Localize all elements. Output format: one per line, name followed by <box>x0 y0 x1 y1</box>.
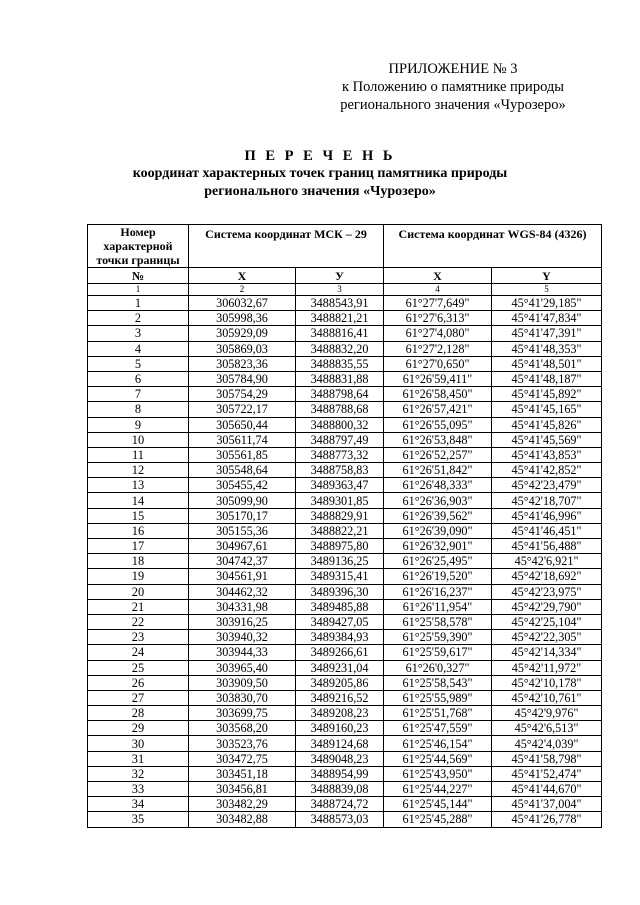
wgs-x-value: 61°25'45,288" <box>384 812 492 827</box>
msk-x-value: 303916,25 <box>189 614 296 629</box>
wgs-y-value: 45°42'29,790" <box>492 599 602 614</box>
table-row <box>88 463 602 478</box>
title-object: регионального значения «Чурозеро» <box>204 184 436 199</box>
wgs-y-value: 45°41'58,798" <box>492 751 602 766</box>
wgs-x-value: 61°27'0,650" <box>384 356 492 371</box>
wgs-y-value: 45°41'52,474" <box>492 766 602 781</box>
wgs-y-value: 45°42'25,104" <box>492 614 602 629</box>
point-number: 25 <box>88 660 189 675</box>
table-row <box>88 675 602 690</box>
msk-y-value: 3488831,88 <box>296 371 384 386</box>
table-row <box>88 508 602 523</box>
msk-y-value: 3489136,25 <box>296 554 384 569</box>
msk-y-value: 3489301,85 <box>296 493 384 508</box>
point-number: 12 <box>88 463 189 478</box>
msk-y-value: 3488821,21 <box>296 311 384 326</box>
wgs-y-value: 45°42'23,975" <box>492 584 602 599</box>
table-row <box>88 539 602 554</box>
msk-x-value: 305722,17 <box>189 402 296 417</box>
point-number: 3 <box>88 326 189 341</box>
msk-y-value: 3489427,05 <box>296 614 384 629</box>
wgs-x-value: 61°26'25,495" <box>384 554 492 569</box>
msk-x-value: 305455,42 <box>189 478 296 493</box>
msk-x-value: 305784,90 <box>189 371 296 386</box>
table-row <box>88 493 602 508</box>
msk-x-value: 304462,32 <box>189 584 296 599</box>
table-row <box>88 554 602 569</box>
table-row <box>88 341 602 356</box>
wgs-y-value: 45°41'45,892" <box>492 387 602 402</box>
wgs-x-value: 61°27'7,649" <box>384 296 492 311</box>
wgs-y-value: 45°41'44,670" <box>492 782 602 797</box>
table-row <box>88 356 602 371</box>
point-number: 24 <box>88 645 189 660</box>
wgs-y-value: 45°41'45,165" <box>492 402 602 417</box>
msk-x-value: 304331,98 <box>189 599 296 614</box>
wgs-x-value: 61°26'36,903" <box>384 493 492 508</box>
wgs-x-value: 61°26'52,257" <box>384 447 492 462</box>
point-number: 33 <box>88 782 189 797</box>
column-index: 5 <box>492 284 602 296</box>
msk-y-value: 3489363,47 <box>296 478 384 493</box>
msk-x-value: 303830,70 <box>189 690 296 705</box>
wgs-y-value: 45°41'42,852" <box>492 463 602 478</box>
table-row <box>88 387 602 402</box>
table-row <box>88 797 602 812</box>
msk-y-value: 3489160,23 <box>296 721 384 736</box>
table-row <box>88 751 602 766</box>
msk-y-value: 3488839,08 <box>296 782 384 797</box>
wgs-x-value: 61°26'57,421" <box>384 402 492 417</box>
wgs-y-value: 45°41'37,004" <box>492 797 602 812</box>
wgs-y-value: 45°41'47,834" <box>492 311 602 326</box>
wgs-x-value: 61°25'47,559" <box>384 721 492 736</box>
wgs-x-value: 61°27'6,313" <box>384 311 492 326</box>
point-number: 35 <box>88 812 189 827</box>
msk-y-value: 3489124,68 <box>296 736 384 751</box>
wgs-y-value: 45°41'47,391" <box>492 326 602 341</box>
point-number: 13 <box>88 478 189 493</box>
msk-y-value: 3489396,30 <box>296 584 384 599</box>
point-number: 21 <box>88 599 189 614</box>
table-body <box>88 296 602 828</box>
msk-y-value: 3488773,32 <box>296 447 384 462</box>
document-title <box>0 147 640 201</box>
msk-y-value: 3488758,83 <box>296 463 384 478</box>
msk-y-value: 3489208,23 <box>296 706 384 721</box>
msk-y-value: 3488543,91 <box>296 296 384 311</box>
msk-x-value: 303699,75 <box>189 706 296 721</box>
msk-x-value: 305754,29 <box>189 387 296 402</box>
wgs-x-value: 61°25'58,543" <box>384 675 492 690</box>
wgs-y-value: 45°42'9,976" <box>492 706 602 721</box>
wgs-x-value: 61°26'16,237" <box>384 584 492 599</box>
wgs-y-value: 45°41'48,353" <box>492 341 602 356</box>
wgs-x-value: 61°25'55,989" <box>384 690 492 705</box>
msk-y-value: 3488832,20 <box>296 341 384 356</box>
point-number: 10 <box>88 432 189 447</box>
wgs-y-value: 45°42'23,479" <box>492 478 602 493</box>
point-number: 26 <box>88 675 189 690</box>
point-number: 30 <box>88 736 189 751</box>
appendix-reference-object: регионального значения «Чурозеро» <box>340 97 566 113</box>
wgs-x-value: 61°25'58,578" <box>384 614 492 629</box>
msk-y-value: 3488797,49 <box>296 432 384 447</box>
point-number: 29 <box>88 721 189 736</box>
msk-x-value: 303909,50 <box>189 675 296 690</box>
wgs-x-value: 61°26'11,954" <box>384 599 492 614</box>
table-row <box>88 569 602 584</box>
column-index: 4 <box>384 284 492 296</box>
wgs-x-value: 61°25'59,390" <box>384 630 492 645</box>
wgs-y-value: 45°42'10,761" <box>492 690 602 705</box>
msk-y-value: 3488835,55 <box>296 356 384 371</box>
wgs-x-value: 61°27'2,128" <box>384 341 492 356</box>
point-number: 15 <box>88 508 189 523</box>
table-row <box>88 371 602 386</box>
table-row <box>88 296 602 311</box>
msk-x-value: 305099,90 <box>189 493 296 508</box>
subheader-wgs-y: Y <box>492 268 602 284</box>
point-number: 34 <box>88 797 189 812</box>
point-number: 20 <box>88 584 189 599</box>
wgs-y-value: 45°41'45,569" <box>492 432 602 447</box>
msk-x-value: 303456,81 <box>189 782 296 797</box>
point-number: 1 <box>88 296 189 311</box>
wgs-x-value: 61°26'58,450" <box>384 387 492 402</box>
wgs-y-value: 45°42'14,334" <box>492 645 602 660</box>
point-number: 5 <box>88 356 189 371</box>
wgs-x-value: 61°25'46,154" <box>384 736 492 751</box>
msk-y-value: 3489216,52 <box>296 690 384 705</box>
msk-y-value: 3489266,61 <box>296 645 384 660</box>
wgs-y-value: 45°41'46,996" <box>492 508 602 523</box>
table-row <box>88 812 602 827</box>
wgs-x-value: 61°26'48,333" <box>384 478 492 493</box>
table-row <box>88 782 602 797</box>
msk-y-value: 3489205,86 <box>296 675 384 690</box>
msk-y-value: 3488975,80 <box>296 539 384 554</box>
appendix-reference: к Положению о памятнике природы <box>341 79 565 95</box>
point-number: 22 <box>88 614 189 629</box>
msk-y-value: 3489048,23 <box>296 751 384 766</box>
title-word: П Е Р Е Ч Е Н Ь <box>244 148 396 164</box>
table-row <box>88 584 602 599</box>
msk-x-value: 305155,36 <box>189 523 296 538</box>
point-number: 23 <box>88 630 189 645</box>
msk-y-value: 3488724,72 <box>296 797 384 812</box>
wgs-y-value: 45°41'26,778" <box>492 812 602 827</box>
msk-x-value: 305929,09 <box>189 326 296 341</box>
msk-x-value: 303523,76 <box>189 736 296 751</box>
msk-x-value: 304561,91 <box>189 569 296 584</box>
table-row <box>88 523 602 538</box>
wgs-x-value: 61°26'55,095" <box>384 417 492 432</box>
wgs-y-value: 45°42'6,921" <box>492 554 602 569</box>
wgs-y-value: 45°42'10,178" <box>492 675 602 690</box>
table-row <box>88 630 602 645</box>
subheader-no: № <box>88 268 189 284</box>
wgs-y-value: 45°42'6,513" <box>492 721 602 736</box>
msk-y-value: 3488829,91 <box>296 508 384 523</box>
wgs-y-value: 45°41'43,853" <box>492 447 602 462</box>
subheader-wgs-x: Х <box>384 268 492 284</box>
table-row <box>88 311 602 326</box>
point-number: 17 <box>88 539 189 554</box>
wgs-y-value: 45°41'29,185" <box>492 296 602 311</box>
point-number: 28 <box>88 706 189 721</box>
msk-x-value: 305548,64 <box>189 463 296 478</box>
table-row <box>88 599 602 614</box>
table-row <box>88 478 602 493</box>
table-row <box>88 766 602 781</box>
coordinates-table <box>87 224 602 828</box>
table-row <box>88 706 602 721</box>
wgs-x-value: 61°25'44,227" <box>384 782 492 797</box>
wgs-x-value: 61°26'32,901" <box>384 539 492 554</box>
wgs-y-value: 45°42'11,972" <box>492 660 602 675</box>
msk-x-value: 305170,17 <box>189 508 296 523</box>
table-row <box>88 736 602 751</box>
msk-y-value: 3488788,68 <box>296 402 384 417</box>
msk-y-value: 3489315,41 <box>296 569 384 584</box>
wgs-y-value: 45°42'18,707" <box>492 493 602 508</box>
table-row <box>88 721 602 736</box>
wgs-x-value: 61°26'51,842" <box>384 463 492 478</box>
msk-x-value: 303940,32 <box>189 630 296 645</box>
table-row <box>88 447 602 462</box>
msk-x-value: 305650,44 <box>189 417 296 432</box>
point-number: 16 <box>88 523 189 538</box>
wgs-y-value: 45°42'18,692" <box>492 569 602 584</box>
wgs-y-value: 45°41'48,187" <box>492 371 602 386</box>
subheader-msk-y: У <box>296 268 384 284</box>
msk-x-value: 305823,36 <box>189 356 296 371</box>
appendix-header <box>303 60 603 114</box>
wgs-y-value: 45°42'22,305" <box>492 630 602 645</box>
msk-x-value: 303568,20 <box>189 721 296 736</box>
point-number: 6 <box>88 371 189 386</box>
point-number: 2 <box>88 311 189 326</box>
msk-x-value: 303482,88 <box>189 812 296 827</box>
msk-y-value: 3489485,88 <box>296 599 384 614</box>
msk-x-value: 303482,29 <box>189 797 296 812</box>
msk-x-value: 305561,85 <box>189 447 296 462</box>
wgs-x-value: 61°25'44,569" <box>384 751 492 766</box>
column-index: 3 <box>296 284 384 296</box>
table-row <box>88 417 602 432</box>
wgs-x-value: 61°26'53,848" <box>384 432 492 447</box>
column-index: 2 <box>189 284 296 296</box>
wgs-x-value: 61°26'0,327" <box>384 660 492 675</box>
wgs-x-value: 61°26'39,090" <box>384 523 492 538</box>
msk-y-value: 3489384,93 <box>296 630 384 645</box>
table-row <box>88 432 602 447</box>
msk-x-value: 304967,61 <box>189 539 296 554</box>
msk-y-value: 3488798,64 <box>296 387 384 402</box>
msk-x-value: 303451,18 <box>189 766 296 781</box>
wgs-x-value: 61°25'59,617" <box>384 645 492 660</box>
header-system-msk: Система координат МСК – 29 <box>189 225 384 268</box>
table-row <box>88 326 602 341</box>
wgs-x-value: 61°25'45,144" <box>384 797 492 812</box>
table-row <box>88 690 602 705</box>
msk-y-value: 3488573,03 <box>296 812 384 827</box>
msk-x-value: 304742,37 <box>189 554 296 569</box>
msk-y-value: 3488800,32 <box>296 417 384 432</box>
point-number: 31 <box>88 751 189 766</box>
header-system-wgs: Система координат WGS-84 (4326) <box>384 225 602 268</box>
msk-x-value: 305869,03 <box>189 341 296 356</box>
msk-y-value: 3488954,99 <box>296 766 384 781</box>
msk-x-value: 306032,67 <box>189 296 296 311</box>
wgs-y-value: 45°41'46,451" <box>492 523 602 538</box>
msk-x-value: 303965,40 <box>189 660 296 675</box>
point-number: 9 <box>88 417 189 432</box>
table-row <box>88 614 602 629</box>
wgs-x-value: 61°26'59,411" <box>384 371 492 386</box>
point-number: 19 <box>88 569 189 584</box>
wgs-x-value: 61°26'39,562" <box>384 508 492 523</box>
point-number: 27 <box>88 690 189 705</box>
point-number: 7 <box>88 387 189 402</box>
title-subject: координат характерных точек границ памятника природы <box>132 166 508 181</box>
wgs-x-value: 61°25'51,768" <box>384 706 492 721</box>
wgs-x-value: 61°26'19,520" <box>384 569 492 584</box>
table-row <box>88 402 602 417</box>
wgs-y-value: 45°41'48,501" <box>492 356 602 371</box>
msk-x-value: 305611,74 <box>189 432 296 447</box>
table-row <box>88 645 602 660</box>
point-number: 4 <box>88 341 189 356</box>
wgs-x-value: 61°27'4,080" <box>384 326 492 341</box>
point-number: 18 <box>88 554 189 569</box>
table-row <box>88 660 602 675</box>
msk-y-value: 3488816,41 <box>296 326 384 341</box>
msk-x-value: 303944,33 <box>189 645 296 660</box>
wgs-x-value: 61°25'43,950" <box>384 766 492 781</box>
point-number: 32 <box>88 766 189 781</box>
msk-y-value: 3488822,21 <box>296 523 384 538</box>
wgs-y-value: 45°42'4,039" <box>492 736 602 751</box>
subheader-msk-x: Х <box>189 268 296 284</box>
msk-x-value: 305998,36 <box>189 311 296 326</box>
point-number: 8 <box>88 402 189 417</box>
appendix-number: ПРИЛОЖЕНИЕ № 3 <box>388 61 518 77</box>
header-point-number: Номер характерной точки границы <box>88 225 189 268</box>
wgs-y-value: 45°41'56,488" <box>492 539 602 554</box>
msk-x-value: 303472,75 <box>189 751 296 766</box>
column-index: 1 <box>88 284 189 296</box>
wgs-y-value: 45°41'45,826" <box>492 417 602 432</box>
point-number: 14 <box>88 493 189 508</box>
point-number: 11 <box>88 447 189 462</box>
msk-y-value: 3489231,04 <box>296 660 384 675</box>
